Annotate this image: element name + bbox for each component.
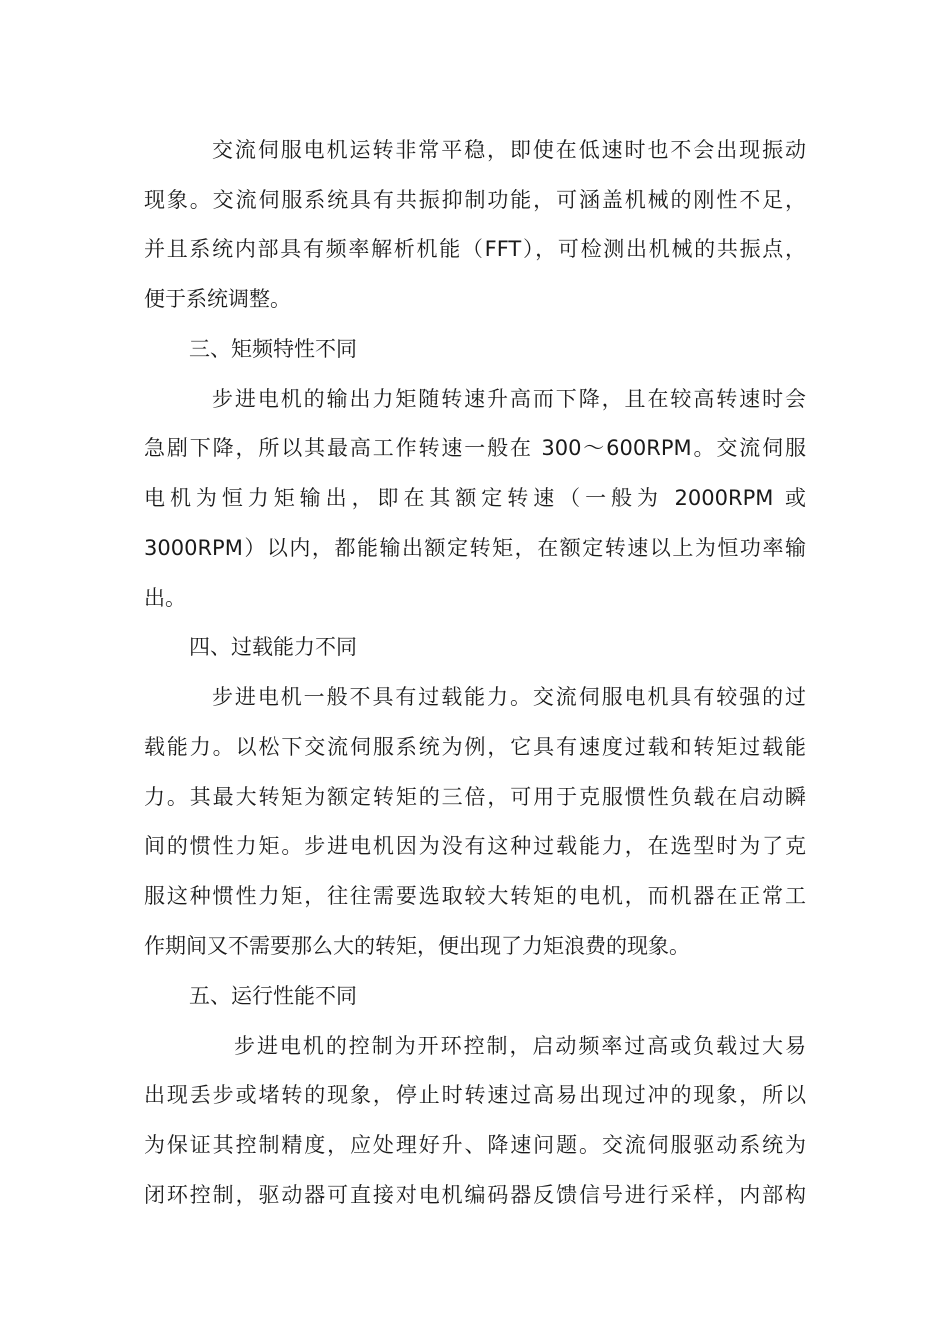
paragraph-line: 电机为恒力矩输出，即在其额定转速（一般为 2000RPM 或 bbox=[144, 486, 806, 510]
paragraph-line: 步进电机的控制为开环控制，启动频率过高或负载过大易 bbox=[234, 1034, 806, 1058]
paragraph-line: 为保证其控制精度，应处理好升、降速问题。交流伺服驱动系统为 bbox=[144, 1133, 806, 1157]
paragraph-line: 力。其最大转矩为额定转矩的三倍，可用于克服惯性负载在启动瞬 bbox=[144, 785, 806, 809]
paragraph-line: 步进电机的输出力矩随转速升高而下降，且在较高转速时会 bbox=[212, 387, 806, 411]
paragraph-line: 3000RPM）以内，都能输出额定转矩，在额定转速以上为恒功率输 bbox=[144, 536, 806, 560]
paragraph-line: 交流伺服电机运转非常平稳，即使在低速时也不会出现振动 bbox=[212, 138, 806, 162]
paragraph-line: 间的惯性力矩。步进电机因为没有这种过载能力，在选型时为了克 bbox=[144, 834, 806, 858]
paragraph-line: 现象。交流伺服系统具有共振抑制功能，可涵盖机械的刚性不足， bbox=[144, 188, 806, 212]
section-heading: 四、过载能力不同 bbox=[189, 635, 357, 659]
paragraph-line: 载能力。以松下交流伺服系统为例，它具有速度过载和转矩过载能 bbox=[144, 735, 806, 759]
paragraph-line: 急剧下降，所以其最高工作转速一般在 300～600RPM。交流伺服 bbox=[144, 436, 806, 460]
section-heading: 三、矩频特性不同 bbox=[189, 337, 357, 361]
paragraph-line: 作期间又不需要那么大的转矩，便出现了力矩浪费的现象。 bbox=[144, 934, 690, 958]
paragraph-line: 步进电机一般不具有过载能力。交流伺服电机具有较强的过 bbox=[212, 685, 806, 709]
paragraph-line: 服这种惯性力矩，往往需要选取较大转矩的电机，而机器在正常工 bbox=[144, 884, 806, 908]
paragraph-line: 便于系统调整。 bbox=[144, 287, 291, 311]
section-heading: 五、运行性能不同 bbox=[189, 984, 357, 1008]
paragraph-line: 并且系统内部具有频率解析机能（FFT），可检测出机械的共振点， bbox=[144, 237, 806, 261]
paragraph-line: 出。 bbox=[144, 586, 186, 610]
paragraph-line: 出现丢步或堵转的现象，停止时转速过高易出现过冲的现象，所以 bbox=[144, 1083, 806, 1107]
paragraph-line: 闭环控制，驱动器可直接对电机编码器反馈信号进行采样，内部构 bbox=[144, 1183, 806, 1207]
